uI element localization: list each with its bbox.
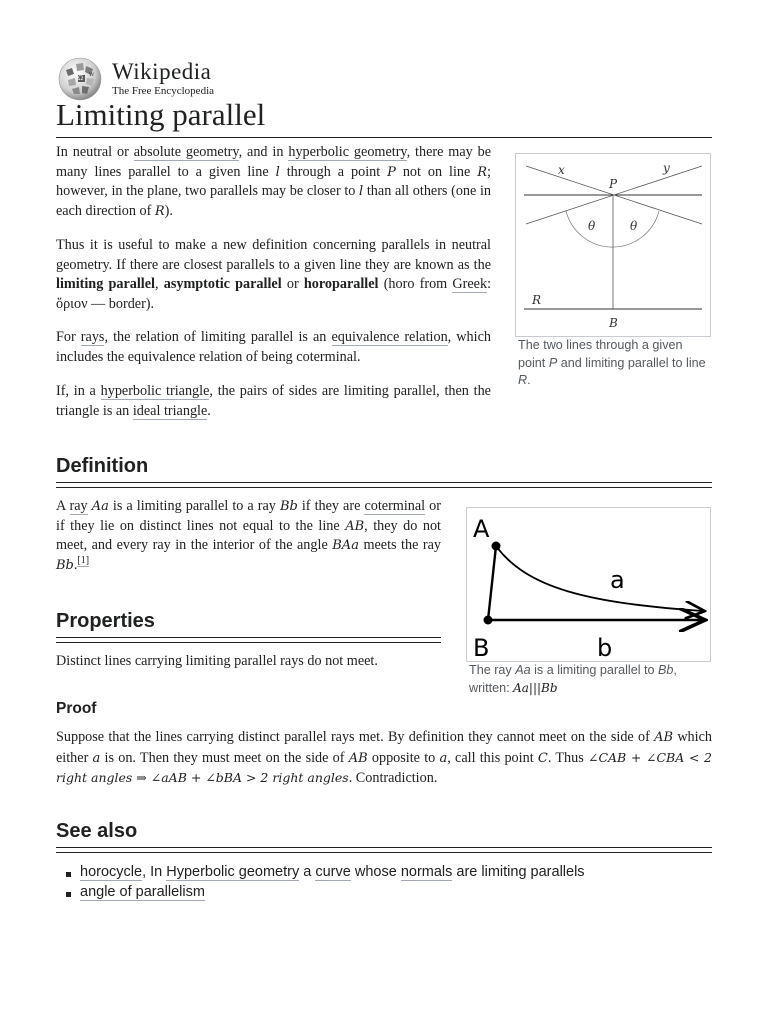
title-rule [56,137,712,138]
label-x: x [558,163,565,177]
figure-limiting-parallel[interactable] [515,153,711,337]
bold-term: asymptotic parallel [163,276,282,293]
math-formula: ∠CAB + ∠CBA < 2 right angles ⇒ ∠aAB + ∠bBA > 2 right angles [56,749,713,786]
heading-see-also: See also [56,820,138,842]
list-item: horocycle, In Hyperbolic geometry a curve whose normals are limiting parallels [56,862,585,882]
angle-arc [566,211,659,247]
math-BAa: BAa [332,538,359,554]
intro-paragraph-2: Thus it is useful to make a new definition concerning parallels in neutral geometry. If there are closest parallels to a given line they are known as the limiting parallel, asymptotic parallel or horoparallel (horo from Greek: ὅριον — border). [56,237,492,312]
math-P: P [387,164,396,180]
label-theta-right: θ [630,219,638,233]
svg-text:Ω: Ω [78,75,83,82]
heading-proof: Proof [56,700,97,717]
point-A [492,542,501,551]
intro-paragraph-3: For rays, the relation of limiting parallel is an equivalence relation, which includes the equivalence relation of being coterminal. [56,329,491,365]
math-notation: Aa|||Bb [513,680,558,695]
proof-paragraph: Suppose that the lines carrying distinct parallel rays met. By definition they cannot meet on the side of AB which either a is on. Then they must meet on the side of AB opposite to a, call this point C. Thus ∠CAB + ∠CBA < 2 right angles ⇒ ∠aAB + ∠bBA > 2 right angles. Contradiction. [56,729,713,787]
math-Bb: Bb [56,557,74,573]
link-angle-of-parallelism[interactable]: angle of parallelism [80,884,205,900]
math-R: R [154,203,165,219]
link-normals[interactable]: normals [400,864,453,880]
bold-term: limiting parallel [56,276,155,293]
see-also-list [56,862,585,902]
math-AB: AB [348,750,368,766]
wikipedia-globe-icon [56,54,104,102]
label-B: B [609,316,618,330]
label-a: a [610,566,625,594]
intro-paragraph-1: In neutral or absolute geometry, and in hyperbolic geometry, there may be many lines parallel to a given line l through a point P not on line R; however, in the plane, two parallels may be closer to l than all others (one in each direction of R). [56,144,492,219]
label-B: B [473,634,490,661]
heading-properties: Properties [56,610,155,632]
definition-paragraph: A ray Aa is a limiting parallel to a ray Bb if they are coterminal or if they lie on distinct lines not equal to the line AB, they do not meet, and every ray in the interior of the angle BAa meets the ray Bb.[1] [56,498,441,573]
point-B [484,616,493,625]
ray-diagram [467,508,710,661]
limiting-parallel-diagram [516,154,710,336]
label-P: P [609,177,618,191]
math-AB: AB [654,730,674,745]
math-AB: AB [345,518,365,534]
list-item [56,882,585,902]
math-Aa: Aa [91,499,109,514]
link-ideal-triangle[interactable]: ideal triangle [132,402,208,419]
figure-ray-diagram[interactable] [466,507,711,662]
wordmark-tagline: The Free Encyclopedia [112,84,215,97]
link-curve[interactable]: curve [315,864,351,880]
label-b: b [597,634,613,661]
bold-term: horoparallel [303,276,379,293]
wikipedia-logo[interactable] [56,54,214,102]
heading-rule [56,847,712,853]
math-Bb: Bb [279,499,298,514]
link-hyperbolic-geometry[interactable]: Hyperbolic geometry [166,864,300,880]
intro-paragraph-4: If, in a hyperbolic triangle, the pairs of sides are limiting parallel, then the triangle is an ideal triangle. [56,383,491,419]
label-A: A [473,515,490,543]
link-ray[interactable]: ray [69,498,88,514]
link-equivalence-relation[interactable]: equivalence relation [331,329,448,345]
link-rays[interactable]: rays [80,329,105,345]
math-l: l [275,164,280,180]
link-coterminal[interactable]: coterminal [364,498,426,514]
link-horocycle[interactable]: horocycle [80,864,143,880]
segment-AB [488,546,496,620]
math-R: R [477,164,488,180]
math-a: a [439,750,448,766]
link-hyperbolic-geometry[interactable]: hyperbolic geometry [288,144,407,160]
label-R: R [532,293,542,307]
label-y: y [663,161,670,175]
heading-definition: Definition [56,455,149,477]
math-a: a [92,750,101,766]
page-title: Limiting parallel [56,97,266,132]
wordmark-title: Wikipedia [112,58,212,84]
figure2-caption: The ray Aa is a limiting parallel to Bb, written: Aa|||Bb [469,663,677,695]
link-greek[interactable]: Greek [452,276,488,293]
link-absolute-geometry[interactable]: absolute geometry [133,144,239,160]
heading-rule [56,637,441,643]
math-C: C [537,750,548,766]
label-theta-left: θ [588,219,596,233]
link-hyperbolic-triangle[interactable]: hyperbolic triangle [100,383,210,399]
math-l: l [359,184,364,200]
reference-1[interactable]: [1] [77,555,90,567]
svg-text:W: W [89,72,95,78]
properties-text: Distinct lines carrying limiting parallel rays do not meet. [56,653,378,669]
ray-Aa [496,546,703,611]
figure1-caption: The two lines through a given point P and limiting parallel to line R. [518,338,706,387]
heading-rule [56,482,712,488]
